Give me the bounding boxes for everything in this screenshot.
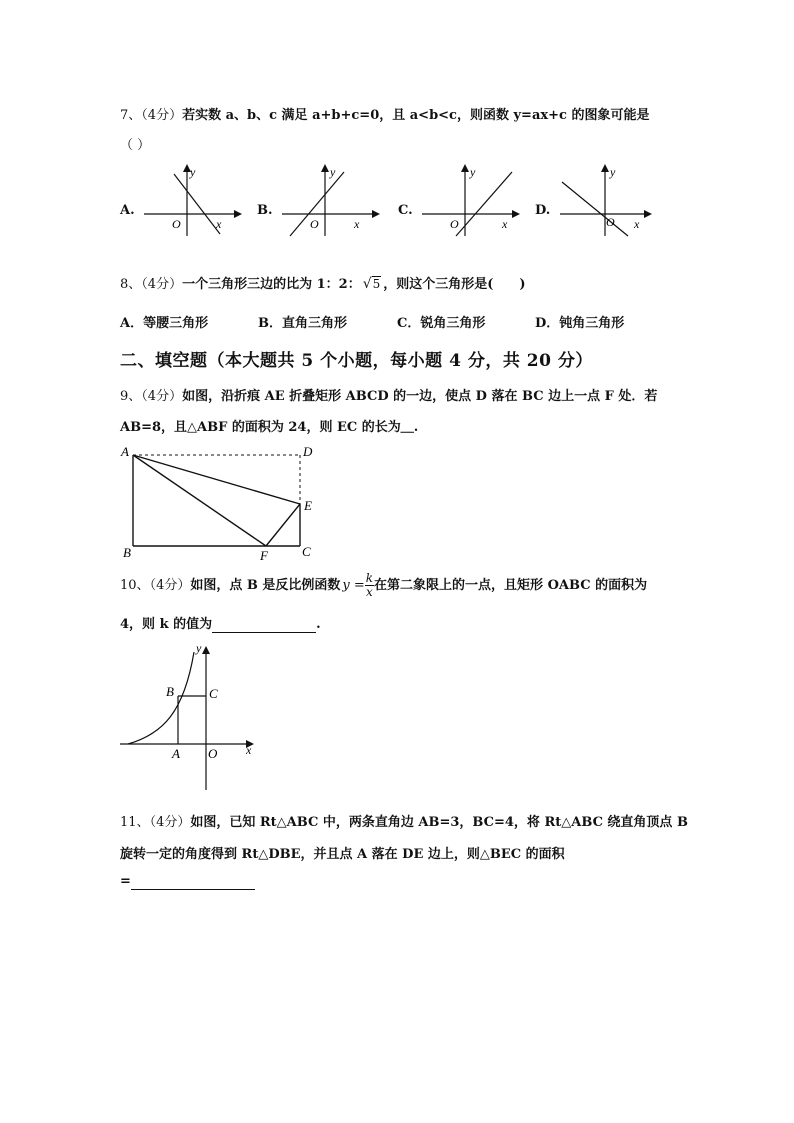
q9-fold-ae [133, 455, 300, 504]
q8-option-a-text: 等腰三角形 [143, 316, 209, 331]
q7-text: 若实数 a、b、c 满足 a+b+c=0，且 a<b<c，则函数 y=ax+c 的图象可能是 [182, 108, 650, 123]
q7-option-d-graph [558, 162, 658, 238]
q8-option-a-label: A． [120, 316, 144, 331]
q8-score: （4分） [141, 277, 183, 292]
q9-label-c: C [302, 544, 311, 559]
q7-b-x-label: x [354, 217, 360, 231]
q9-segment-af [133, 455, 266, 546]
q11-line1: 如图，已知 Rt△ABC 中，两条直角边 AB=3，BC=4，将 Rt△ABC 绕直角顶点 B [190, 815, 688, 830]
q10-label-x: x [246, 743, 252, 757]
q10-hyperbola [128, 652, 194, 744]
q7-option-a-graph [142, 162, 242, 238]
q9-label-d: D [303, 444, 313, 459]
q7-option-c-graph [420, 162, 520, 238]
q7-c-y-label: y [470, 165, 476, 179]
q8-option-b-text: 直角三角形 [282, 316, 348, 331]
q7-option-b-graph [280, 162, 380, 238]
q7-option-a-label: A. [120, 203, 135, 218]
q7-stem: 7、（4分）若实数 a、b、c 满足 a+b+c=0，且 a<b<c，则函数 y=ax+c 的图象可能是 [120, 108, 650, 123]
q8-text-after: ，则这个三角形是( ) [383, 277, 526, 292]
q10-fraction [365, 572, 374, 599]
q7-option-d-label: D. [535, 203, 551, 218]
q7-c-x-label: x [502, 217, 508, 231]
q8-option-d [535, 312, 624, 331]
q11-line3: = [120, 874, 131, 889]
q10-number: 10 [120, 578, 137, 593]
q10-label-a: A [172, 746, 180, 761]
q7-a-y-label: y [190, 165, 196, 179]
q10-line2: 4，则 k 的值为 [120, 617, 213, 632]
q8-option-c-text: 锐角三角形 [420, 316, 486, 331]
q7-d-y-label: y [610, 165, 616, 179]
q9-label-e: E [304, 498, 312, 513]
q9-label-f: F [260, 548, 268, 563]
q7-answer-paren: （ ） [120, 138, 151, 153]
q8-option-c-label: C． [397, 316, 421, 331]
q10-label-y: y [196, 641, 202, 655]
q7-d-x-label: x [634, 217, 640, 231]
q9-segment-fe [266, 504, 300, 546]
q10-answer-blank[interactable] [212, 617, 316, 633]
q7-c-origin-label: O [450, 217, 459, 231]
q9-number: 9 [120, 389, 129, 404]
q10-label-c: C [209, 686, 218, 701]
q8-option-c [397, 312, 485, 331]
q8-radicand: 5 [372, 277, 381, 291]
q9-stem-line2: AB=8，且△ABF 的面积为 24，则 EC 的长为＿. [120, 420, 419, 435]
q11-stem-line1: 11、（4分）如图，已知 Rt△ABC 中，两条直角边 AB=3，BC=4，将 Rt△ABC 绕直角顶点 B [120, 815, 688, 830]
q7-d-origin-label: O [606, 215, 615, 229]
q10-stem-line1: 10、（4分）如图，点 B 是反比例函数 y = $\frac{k}{x}$ 在第二象限上的一点，且矩形 OABC 的面积为 [120, 571, 648, 599]
q7-b-y-label: y [330, 165, 336, 179]
q7-b-origin-label: O [310, 217, 319, 231]
q9-figure [118, 440, 328, 565]
q11-stem-line3 [120, 874, 255, 890]
q7-option-c-label: C. [398, 203, 413, 218]
q11-stem-line2: 旋转一定的角度得到 Rt△DBE，并且点 A 落在 DE 边上，则△BEC 的面积 [120, 847, 565, 862]
q9-score: （4分） [141, 389, 183, 404]
q8-option-a [120, 312, 208, 331]
q11-answer-blank[interactable] [131, 874, 255, 890]
q7-a-x-label: x [216, 217, 222, 231]
q7-option-b-label: B. [257, 203, 273, 218]
q8-option-d-text: 钝角三角形 [559, 316, 625, 331]
q9-stem-line1: 9、（4分）如图，沿折痕 AE 折叠矩形 ABCD 的一边，使点 D 落在 BC 边上一点 F 处．若 [120, 389, 658, 404]
q8-text-before: 一个三角形三边的比为 1：2： [182, 277, 361, 292]
q10-text-after: 在第二象限上的一点，且矩形 OABC 的面积为 [374, 578, 648, 593]
q10-label-o: O [208, 746, 218, 761]
q8-number: 8 [120, 277, 129, 292]
q8-stem: 8、（4分）一个三角形三边的比为 1：2： √5 ，则这个三角形是( ) [120, 276, 526, 292]
q10-frac-num: k [365, 571, 374, 585]
q8-option-d-label: D． [535, 316, 560, 331]
section-2-heading: 二、填空题（本大题共 5 个小题，每小题 4 分，共 20 分） [120, 351, 593, 371]
q7-score: （4分） [141, 108, 183, 123]
q7-a-origin-label: O [172, 217, 181, 231]
q7-number: 7 [120, 108, 129, 123]
q10-text-before: 如图，点 B 是反比例函数 [190, 578, 341, 593]
q7-a-line [174, 174, 220, 234]
q9-line1: 如图，沿折痕 AE 折叠矩形 ABCD 的一边，使点 D 落在 BC 边上一点 F 处．若 [182, 389, 658, 404]
q10-label-b: B [166, 684, 174, 699]
q10-score: （4分） [149, 578, 191, 593]
q10-frac-den: x [366, 585, 373, 599]
q10-line2-end: . [316, 617, 321, 632]
q10-figure [118, 640, 258, 792]
q10-func-lhs: y = [342, 578, 365, 593]
q8-sqrt: √5 [362, 276, 381, 292]
q7-d-line [562, 182, 628, 236]
q11-number: 11 [120, 815, 137, 830]
q11-score: （4分） [149, 815, 191, 830]
q9-label-b: B [123, 545, 131, 560]
q8-option-b-label: B． [258, 316, 282, 331]
q8-option-b [258, 312, 347, 331]
q10-stem-line2 [120, 613, 321, 633]
q9-label-a: A [121, 444, 129, 459]
